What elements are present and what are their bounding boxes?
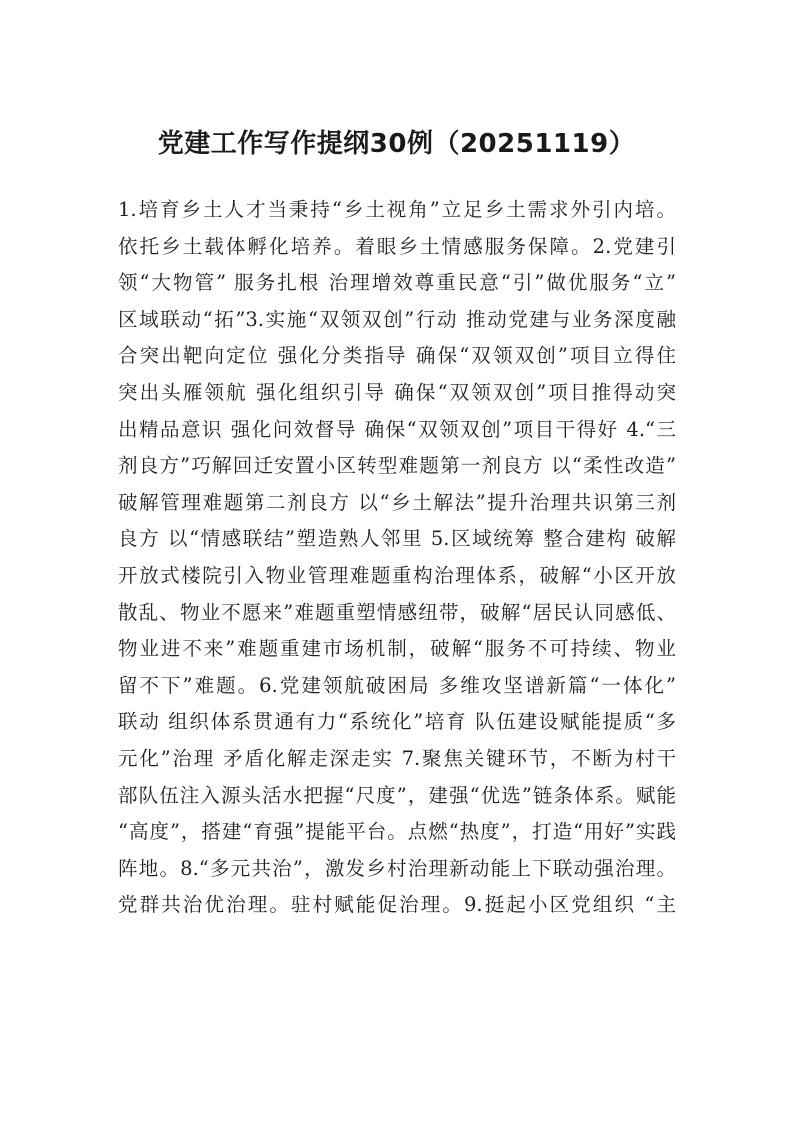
body-line: 区域联动“拓”3.实施“双领双创”行动 推动党建与业务深度融 <box>118 307 676 331</box>
body-line: 党群共治优治理。驻村赋能促治理。9.挺起小区党组织 “主 <box>118 893 676 917</box>
body-line: 剂良方”巧解回迁安置小区转型难题第一剂良方 以“柔性改造” <box>118 454 676 478</box>
body-line: 出精品意识 强化问效督导 确保“双领双创”项目干得好 4.“三 <box>118 417 676 441</box>
body-line: 领“大物管” 服务扎根 治理增效尊重民意“引”做优服务“立” <box>118 271 676 295</box>
body-line: 阵地。8.“多元共治”，激发乡村治理新动能上下联动强治理。 <box>118 856 676 880</box>
body-line: 依托乡土载体孵化培养。着眼乡土情感服务保障。2.党建引 <box>118 234 676 258</box>
body-line: 突出头雁领航 强化组织引导 确保“双领双创”项目推得动突 <box>118 380 676 404</box>
body-line: 散乱、物业不愿来”难题重塑情感纽带，破解“居民认同感低、 <box>118 600 676 624</box>
body-line: 1.培育乡土人才当秉持“乡土视角”立足乡土需求外引内培。 <box>118 198 676 221</box>
document-body <box>118 192 676 924</box>
body-line: 部队伍注入源头活水把握“尺度”，建强“优选”链条体系。赋能 <box>118 783 676 807</box>
body-line: 物业进不来”难题重建市场机制，破解“服务不可持续、物业 <box>118 637 676 661</box>
body-line: 良方 以“情感联结”塑造熟人邻里 5.区域统筹 整合建构 破解 <box>118 527 676 551</box>
body-line: 破解管理难题第二剂良方 以“乡土解法”提升治理共识第三剂 <box>118 490 676 514</box>
body-line: “高度”，搭建“育强”提能平台。点燃“热度”，打造“用好”实践 <box>118 820 676 844</box>
body-line: 开放式楼院引入物业管理难题重构治理体系，破解“小区开放 <box>118 563 676 587</box>
body-line: 合突出靶向定位 强化分类指导 确保“双领双创”项目立得住 <box>118 344 676 368</box>
body-line: 联动 组织体系贯通有力“系统化”培育 队伍建设赋能提质“多 <box>118 710 676 734</box>
body-line: 元化”治理 矛盾化解走深走实 7.聚焦关键环节，不断为村干 <box>118 746 676 770</box>
body-line: 留不下”难题。6.党建领航破困局 多维攻坚谱新篇“一体化” <box>118 673 676 697</box>
document-title: 党建工作写作提纲30例（20251119） <box>157 129 636 159</box>
